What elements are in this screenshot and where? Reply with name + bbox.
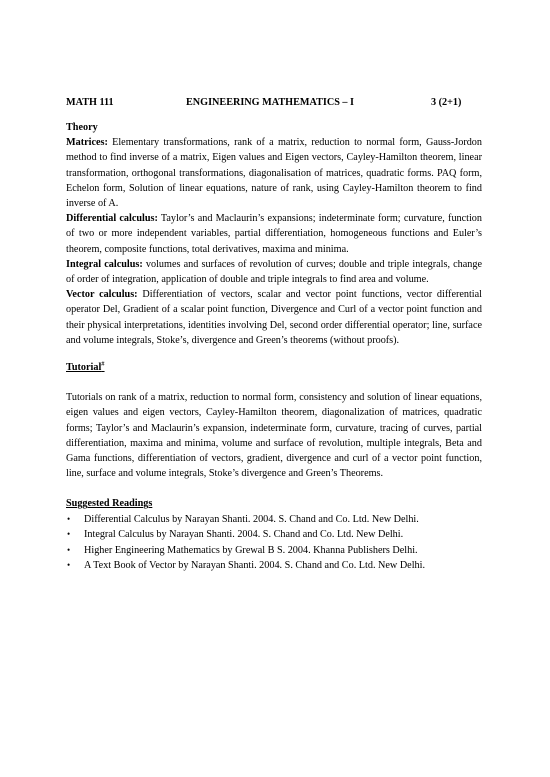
document-page xyxy=(66,95,482,574)
theory-heading: Theory xyxy=(66,122,98,133)
readings-list xyxy=(66,512,482,574)
course-credits: 3 (2+1) xyxy=(431,97,462,108)
tutorial-text: Tutorials on rank of a matrix, reduction to normal form, consistency and solution of linear equations, eigen values and eigen vectors, Cayley-Hamilton theorem, diagonalization of matrices, quadratic forms; Taylor’s and Maclaurin’s expansion, indeterminate form, curvature, tracing of curves, partial differentiation, maxima and minima, volume and surface of revolution, multiple integrals, Beta and Gama functions, differentiation of vectors, gradient, divergence and curl of a vector point function, line, surface and volume integrals, Stoke’s divergence and Green’s Theorems. xyxy=(66,392,482,480)
reading-text: Higher Engineering Mathematics by Grewal B S. 2004. Khanna Publishers Delhi. xyxy=(84,544,418,556)
section-label: Matrices: xyxy=(66,137,108,149)
reading-text: Differential Calculus by Narayan Shanti. 2004. S. Chand and Co. Ltd. New Delhi. xyxy=(84,513,419,525)
bullet-icon: • xyxy=(67,529,71,540)
theory-differential-calculus xyxy=(66,211,482,257)
bullet-icon: • xyxy=(67,544,71,555)
course-code: MATH 111 xyxy=(66,97,114,108)
list-item xyxy=(66,543,482,559)
reading-text: Integral Calculus by Narayan Shanti. 2004. S. Chand and Co. Ltd. New Delhi. xyxy=(84,529,404,541)
tutorial-marker: # xyxy=(101,360,105,368)
reading-text: A Text Book of Vector by Narayan Shanti. 2004. S. Chand and Co. Ltd. New Delhi. xyxy=(84,560,425,572)
course-title: ENGINEERING MATHEMATICS – I xyxy=(186,97,355,108)
section-text: Differentiation of vectors, scalar and vector point functions, vector differential operator Del, Gradient of a scalar point function, Divergence and Curl of a vector point function and their physical interpretations, identities involving Del, second order differential operator; line, surface and volume integrals, Stoke’s, divergence and Green’s theorems (without proofs). xyxy=(66,289,482,346)
section-label: Vector calculus: xyxy=(66,289,138,301)
section-text: volumes and surfaces of revolution of curves; double and triple integrals, change of order of integration, application of double and triple integrals to find area and volume. xyxy=(66,258,483,286)
bullet-icon: • xyxy=(67,560,71,571)
list-item xyxy=(66,558,482,574)
bullet-icon: • xyxy=(67,513,71,524)
course-header xyxy=(66,95,482,110)
readings-heading: Suggested Readings xyxy=(66,498,153,510)
tutorial-heading-text: Tutorial xyxy=(66,362,102,374)
theory-integral-calculus xyxy=(66,257,482,287)
section-label: Differential calculus: xyxy=(66,213,158,225)
section-label: Integral calculus: xyxy=(66,258,143,270)
tutorial-heading xyxy=(66,360,482,375)
theory-vector-calculus xyxy=(66,287,482,348)
list-item xyxy=(66,512,482,528)
list-item xyxy=(66,527,482,543)
section-text: Elementary transformations, rank of a matrix, reduction to normal form, Gauss-Jordon method to find inverse of a matrix, Eigen values and Eigen vectors, Cayley-Hamilton theorem, linear transformation, orthogonal transformations, diagonalisation of matrices, quadratic forms. PAQ form, Echelon form, Solution of linear equations, nature of rank, using Cayley-Hamilton theorem to find inverse of A. xyxy=(66,137,482,210)
section-text: Taylor’s and Maclaurin’s expansions; indeterminate form; curvature, function of two or more independent variables, partial differentiation, homogeneous functions and Euler’s theorem, composite functions, total derivatives, maxima and minima. xyxy=(66,213,482,255)
theory-matrices xyxy=(66,135,482,211)
